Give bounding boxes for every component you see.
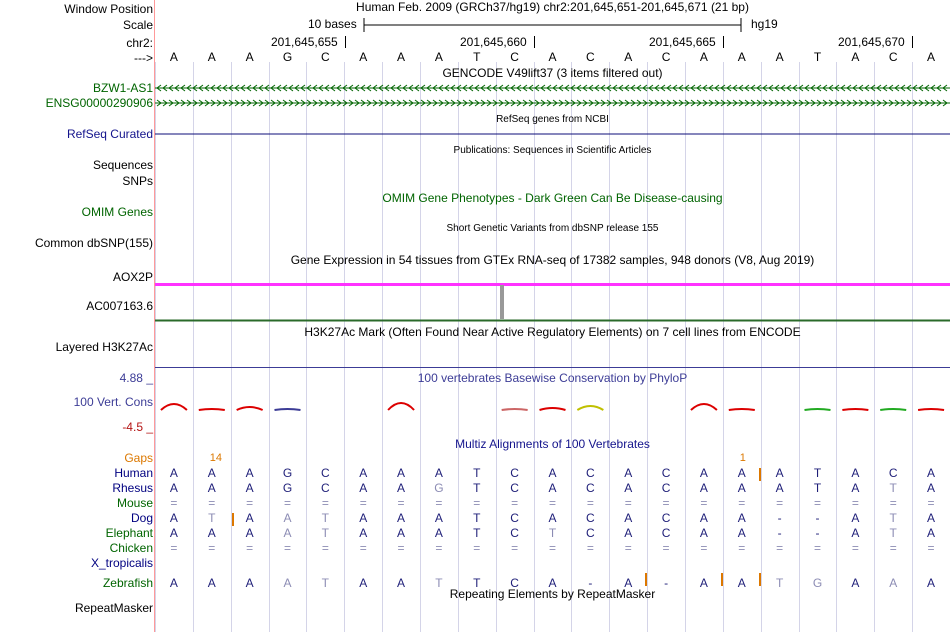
alignment-base: =: [511, 496, 519, 510]
alignment-base: =: [586, 496, 594, 510]
cons-title[interactable]: 100 vertebrates Basewise Conservation by PhyloP: [417, 371, 688, 385]
alignment-base: =: [397, 496, 405, 510]
alignment-base: T: [889, 481, 897, 495]
alignment-base: A: [927, 576, 936, 590]
window-position-label: Window Position: [64, 2, 153, 16]
base-letter: A: [245, 50, 254, 64]
species-label[interactable]: X_tropicalis: [90, 556, 153, 570]
base-letter: A: [624, 50, 633, 64]
gap-count: 1: [739, 452, 746, 464]
chrom-label: chr2:: [126, 36, 153, 50]
alignment-base: =: [208, 541, 216, 555]
species-label[interactable]: Human: [114, 466, 153, 480]
alignment-base: T: [813, 466, 822, 480]
gtex-aox2p-bar: [155, 283, 950, 286]
alignment-base: A: [397, 526, 406, 540]
alignment-base: A: [851, 576, 860, 590]
base-letter: A: [851, 50, 860, 64]
cons-peak: [161, 404, 187, 410]
alignment-base: =: [738, 496, 746, 510]
coordinate-tick: 201,645,655: [271, 35, 338, 49]
species-label[interactable]: Chicken: [109, 541, 153, 555]
base-letter: C: [321, 50, 330, 64]
alignment-base: A: [245, 526, 254, 540]
species-label[interactable]: Zebrafish: [102, 576, 153, 590]
alignment-base: A: [245, 511, 254, 525]
alignment-base: A: [434, 466, 443, 480]
base-letter: A: [699, 50, 708, 64]
alignment-base: T: [321, 526, 330, 540]
cons-peak: [805, 409, 831, 410]
alignment-base: A: [283, 576, 292, 590]
alignment-base: C: [661, 466, 671, 480]
alignment-base: A: [207, 466, 216, 480]
alignment-base: =: [473, 541, 481, 555]
cons-peak: [729, 409, 755, 410]
alignment-base: G: [282, 466, 293, 480]
alignment-base: A: [927, 511, 936, 525]
alignment-base: A: [699, 511, 708, 525]
base-letter: A: [775, 50, 784, 64]
species-label[interactable]: Elephant: [105, 526, 153, 540]
alignment-base: A: [624, 526, 633, 540]
alignment-base: A: [927, 526, 936, 540]
alignment-base: A: [434, 511, 443, 525]
gencode-track-bzw1-as1[interactable]: BZW1-AS1: [92, 81, 153, 95]
alignment-base: T: [473, 511, 481, 525]
alignment-base: A: [207, 576, 216, 590]
cons-peak: [577, 406, 603, 410]
alignment-base: A: [851, 526, 860, 540]
alignment-base: A: [851, 511, 860, 525]
alignment-base: A: [359, 576, 368, 590]
alignment-base: A: [283, 526, 292, 540]
alignment-base: C: [661, 526, 671, 540]
cons-peak: [199, 409, 225, 410]
repeatmasker-title[interactable]: Repeating Elements by RepeatMasker: [449, 587, 656, 601]
assembly-label: hg19: [751, 17, 778, 31]
refseq-label[interactable]: RefSeq Curated: [66, 127, 153, 141]
base-letter: A: [548, 50, 557, 64]
cons-peak: [691, 404, 717, 410]
window-position-text: Human Feb. 2009 (GRCh37/hg19) chr2:201,645,651-201,645,671 (21 bp): [356, 0, 749, 14]
alignment-base: =: [473, 496, 481, 510]
alignment-base: C: [586, 511, 595, 525]
alignment-base: =: [738, 541, 746, 555]
h3k27ac-title[interactable]: H3K27Ac Mark (Often Found Near Active Regulatory Elements) on 7 cell lines from ENCODE: [304, 325, 801, 339]
omim-title[interactable]: OMIM Gene Phenotypes - Dark Green Can Be Disease-causing: [382, 191, 723, 205]
alignment-base: A: [737, 466, 746, 480]
alignment-base: =: [927, 541, 935, 555]
alignment-base: =: [662, 541, 670, 555]
cons-peak: [275, 409, 301, 410]
scale-label: Scale: [122, 18, 153, 32]
snps-label[interactable]: SNPs: [122, 174, 153, 188]
alignment-base: =: [359, 541, 367, 555]
alignment-base: A: [624, 511, 633, 525]
cons-peak: [237, 407, 263, 410]
alignment-base: A: [359, 511, 368, 525]
alignment-base: -: [777, 526, 782, 540]
alignment-base: A: [889, 576, 898, 590]
alignment-base: A: [207, 526, 216, 540]
cons-peak: [842, 409, 868, 410]
alignment-base: C: [510, 481, 519, 495]
alignment-base: =: [776, 496, 784, 510]
multiz-title[interactable]: Multiz Alignments of 100 Vertebrates: [455, 437, 650, 451]
alignment-base: A: [699, 466, 708, 480]
alignment-base: A: [397, 576, 406, 590]
base-letter: A: [927, 50, 936, 64]
alignment-base: A: [737, 576, 746, 590]
alignment-base: A: [624, 576, 633, 590]
alignment-base: A: [283, 511, 292, 525]
alignment-base: A: [434, 526, 443, 540]
gtex-gene-aox2p[interactable]: AOX2P: [112, 270, 153, 284]
alignment-base: C: [510, 526, 519, 540]
base-letter: C: [661, 50, 671, 64]
alignment-base: C: [661, 481, 671, 495]
alignment-base: T: [775, 576, 784, 590]
base-letter: A: [359, 50, 368, 64]
alignment-base: A: [699, 576, 708, 590]
gencode-title[interactable]: GENCODE V49lift37 (3 items filtered out): [442, 66, 663, 80]
alignment-base: -: [815, 526, 820, 540]
alignment-base: T: [889, 526, 897, 540]
alignment-base: A: [245, 466, 254, 480]
base-letter: C: [586, 50, 595, 64]
base-letter: A: [169, 50, 178, 64]
alignment-base: A: [548, 576, 557, 590]
alignment-base: A: [169, 576, 178, 590]
dbsnp-title[interactable]: Short Genetic Variants from dbSNP release 155: [446, 223, 659, 234]
alignment-base: A: [245, 481, 254, 495]
alignment-base: T: [889, 511, 897, 525]
alignment-base: -: [588, 576, 593, 590]
coordinate-tick: 201,645,670: [838, 35, 905, 49]
publications-title[interactable]: Publications: Sequences in Scientific Articles: [453, 145, 652, 156]
alignment-base: =: [321, 541, 329, 555]
cons-peak: [540, 408, 566, 410]
alignment-base: T: [813, 481, 822, 495]
alignment-base: A: [397, 511, 406, 525]
alignment-base: T: [321, 576, 330, 590]
alignment-base: =: [889, 496, 897, 510]
alignment-base: T: [473, 526, 481, 540]
cons-max-label: 4.88 _: [119, 371, 153, 385]
gaps-label: Gaps: [124, 451, 153, 465]
alignment-base: A: [169, 526, 178, 540]
alignment-base: A: [699, 481, 708, 495]
alignment-base: =: [548, 496, 556, 510]
alignment-base: =: [548, 541, 556, 555]
alignment-base: =: [813, 541, 821, 555]
alignment-base: -: [777, 511, 782, 525]
alignment-base: T: [435, 576, 443, 590]
alignment-base: A: [851, 466, 860, 480]
alignment-base: A: [169, 511, 178, 525]
alignment-base: C: [510, 466, 519, 480]
gencode-track-ensg[interactable]: ENSG00000290906: [45, 96, 153, 110]
scale-text: 10 bases: [308, 17, 357, 31]
alignment-base: =: [511, 541, 519, 555]
cons-peak: [918, 409, 944, 410]
alignment-base: A: [397, 466, 406, 480]
alignment-base: A: [207, 481, 216, 495]
alignment-base: C: [586, 466, 595, 480]
gtex-title[interactable]: Gene Expression in 54 tissues from GTEx RNA-seq of 17382 samples, 948 donors (V8, Aug 2019): [290, 253, 815, 267]
alignment-base: A: [775, 466, 784, 480]
base-letter: T: [473, 50, 481, 64]
alignment-base: G: [812, 576, 823, 590]
cons-label[interactable]: 100 Vert. Cons: [73, 395, 153, 409]
base-letter: A: [737, 50, 746, 64]
alignment-base: T: [473, 481, 481, 495]
alignment-base: A: [624, 466, 633, 480]
alignment-base: =: [283, 541, 291, 555]
alignment-base: =: [359, 496, 367, 510]
alignment-base: =: [700, 496, 708, 510]
base-letter: C: [888, 50, 898, 64]
alignment-base: A: [775, 481, 784, 495]
alignment-base: =: [246, 496, 254, 510]
alignment-base: =: [662, 496, 670, 510]
alignment-base: G: [434, 481, 444, 495]
alignment-base: A: [169, 481, 178, 495]
alignment-base: A: [245, 576, 254, 590]
alignment-base: =: [776, 541, 784, 555]
alignment-base: G: [282, 481, 293, 495]
alignment-base: T: [208, 511, 216, 525]
base-letter: T: [813, 50, 822, 64]
alignment-base: =: [246, 541, 254, 555]
alignment-base: C: [586, 481, 595, 495]
alignment-base: =: [889, 541, 897, 555]
alignment-base: =: [851, 541, 859, 555]
base-letter: G: [282, 50, 293, 64]
alignment-base: =: [170, 496, 178, 510]
cons-peak: [502, 409, 528, 410]
repeatmasker-label[interactable]: RepeatMasker: [74, 601, 153, 615]
alignment-base: A: [927, 466, 936, 480]
alignment-base: A: [359, 466, 368, 480]
alignment-base: =: [321, 496, 329, 510]
alignment-base: C: [661, 511, 671, 525]
alignment-base: A: [624, 481, 633, 495]
alignment-base: =: [435, 541, 443, 555]
base-letter: A: [207, 50, 216, 64]
alignment-base: =: [170, 541, 178, 555]
h3k27ac-label[interactable]: Layered H3K27Ac: [55, 340, 153, 354]
alignment-base: =: [624, 496, 632, 510]
alignment-base: A: [927, 481, 936, 495]
alignment-base: A: [397, 481, 406, 495]
alignment-base: C: [510, 576, 519, 590]
alignment-base: =: [624, 541, 632, 555]
gtex-expression-bar: [500, 285, 504, 319]
alignment-base: A: [169, 466, 178, 480]
alignment-base: =: [397, 541, 405, 555]
species-label[interactable]: Rhesus: [112, 481, 153, 495]
alignment-base: A: [699, 526, 708, 540]
alignment-base: T: [473, 466, 481, 480]
alignment-base: A: [737, 511, 746, 525]
alignment-base: A: [737, 481, 746, 495]
alignment-base: =: [283, 496, 291, 510]
dbsnp-label[interactable]: Common dbSNP(155): [34, 236, 153, 250]
alignment-base: =: [700, 541, 708, 555]
cons-peak: [880, 409, 906, 410]
alignment-base: =: [813, 496, 821, 510]
cons-peak: [388, 403, 414, 410]
alignment-base: =: [927, 496, 935, 510]
coordinate-tick: 201,645,665: [649, 35, 716, 49]
omim-label[interactable]: OMIM Genes: [81, 205, 153, 219]
gap-count: 14: [209, 452, 223, 464]
alignment-base: A: [548, 466, 557, 480]
alignment-base: =: [586, 541, 594, 555]
refseq-title[interactable]: RefSeq genes from NCBI: [496, 114, 609, 125]
alignment-base: T: [473, 576, 481, 590]
alignment-base: A: [737, 526, 746, 540]
alignment-base: =: [435, 496, 443, 510]
species-label[interactable]: Mouse: [116, 496, 153, 510]
alignment-base: =: [851, 496, 859, 510]
alignment-base: C: [888, 466, 898, 480]
alignment-base: =: [208, 496, 216, 510]
base-letter: A: [397, 50, 406, 64]
alignment-base: -: [664, 576, 669, 590]
alignment-base: A: [851, 481, 860, 495]
alignment-base: C: [321, 481, 330, 495]
alignment-base: A: [548, 481, 557, 495]
species-label[interactable]: Dog: [130, 511, 153, 525]
base-letter: C: [510, 50, 519, 64]
alignment-base: A: [359, 481, 368, 495]
alignment-base: C: [510, 511, 519, 525]
alignment-base: -: [815, 511, 820, 525]
cons-min-label: -4.5 _: [122, 420, 153, 434]
strand-label: --->: [134, 51, 153, 65]
sequences-label[interactable]: Sequences: [92, 158, 153, 172]
alignment-base: A: [548, 511, 557, 525]
gtex-gene-ac007163[interactable]: AC007163.6: [86, 299, 153, 313]
alignment-base: T: [548, 526, 557, 540]
alignment-base: T: [321, 511, 330, 525]
coordinate-tick: 201,645,660: [460, 35, 527, 49]
alignment-base: A: [359, 526, 368, 540]
alignment-base: C: [586, 526, 595, 540]
alignment-base: C: [321, 466, 330, 480]
base-letter: A: [434, 50, 443, 64]
